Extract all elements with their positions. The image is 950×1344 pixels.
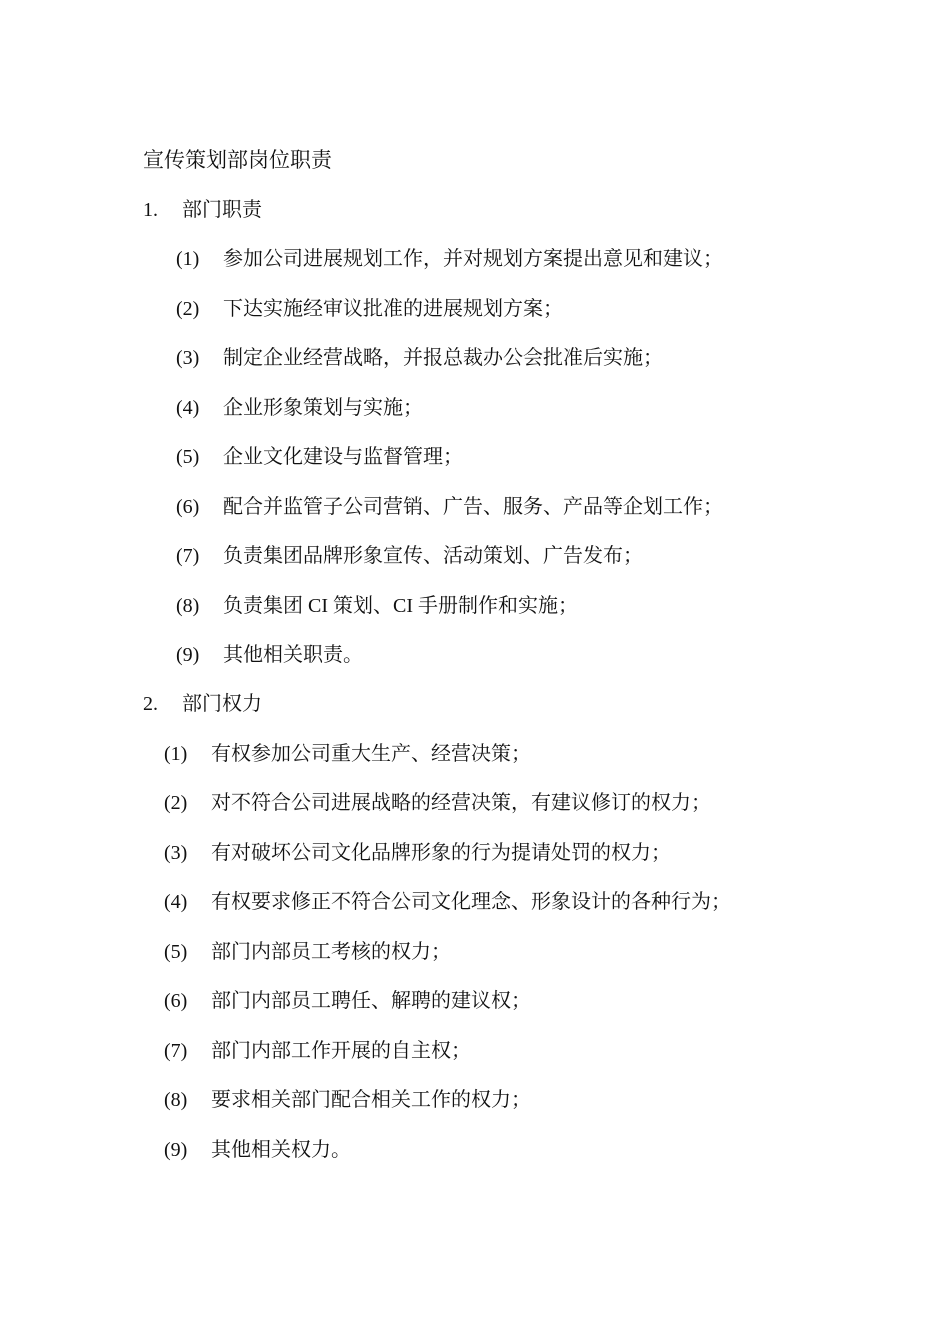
section-heading — [143, 195, 262, 225]
list-item — [164, 986, 531, 1016]
item-index: (1) — [176, 248, 200, 270]
item-text: 部门内部员工聘任、解聘的建议权； — [211, 990, 531, 1012]
section-number: 2. — [143, 693, 158, 715]
list-item — [164, 887, 731, 917]
item-index: (8) — [176, 595, 200, 617]
list-item — [176, 393, 423, 423]
section-title: 部门职责 — [182, 199, 262, 221]
item-index: (9) — [164, 1139, 188, 1161]
item-text: 制定企业经营战略，并报总裁办公会批准后实施； — [223, 347, 663, 369]
item-text: 企业形象策划与实施； — [223, 397, 423, 419]
item-index: (2) — [176, 298, 200, 320]
item-text: 参加公司进展规划工作，并对规划方案提出意见和建议； — [223, 248, 723, 270]
item-index: (4) — [164, 891, 188, 913]
item-text: 负责集团品牌形象宣传、活动策划、广告发布； — [223, 545, 643, 567]
item-text: 配合并监管子公司营销、广告、服务、产品等企划工作； — [223, 496, 723, 518]
item-index: (6) — [164, 990, 188, 1012]
item-index: (6) — [176, 496, 200, 518]
list-item — [176, 343, 663, 373]
list-item — [176, 591, 578, 621]
item-index: (5) — [176, 446, 200, 468]
item-text: 部门内部工作开展的自主权； — [211, 1040, 471, 1062]
item-index: (8) — [164, 1089, 188, 1111]
list-item — [176, 640, 363, 670]
item-index: (7) — [176, 545, 200, 567]
section-title: 部门权力 — [182, 693, 262, 715]
list-item — [176, 492, 723, 522]
item-text: 企业文化建设与监督管理； — [223, 446, 463, 468]
list-item — [164, 739, 531, 769]
item-index: (2) — [164, 792, 188, 814]
item-text: 有权参加公司重大生产、经营决策； — [211, 743, 531, 765]
item-index: (7) — [164, 1040, 188, 1062]
list-item — [164, 937, 451, 967]
list-item — [164, 1135, 351, 1165]
item-index: (1) — [164, 743, 188, 765]
item-index: (4) — [176, 397, 200, 419]
item-index: (5) — [164, 941, 188, 963]
list-item — [164, 788, 711, 818]
section-heading — [143, 689, 262, 719]
list-item — [176, 541, 643, 571]
item-text: 负责集团 CI 策划、CI 手册制作和实施； — [223, 595, 578, 617]
list-item — [164, 838, 671, 868]
item-index: (3) — [176, 347, 200, 369]
list-item — [164, 1085, 531, 1115]
item-text: 其他相关职责。 — [223, 644, 363, 666]
item-text: 有权要求修正不符合公司文化理念、形象设计的各种行为； — [211, 891, 731, 913]
list-item — [176, 442, 463, 472]
item-text: 其他相关权力。 — [211, 1139, 351, 1161]
list-item — [176, 294, 563, 324]
item-text: 部门内部员工考核的权力； — [211, 941, 451, 963]
section-number: 1. — [143, 199, 158, 221]
list-item — [176, 244, 723, 274]
list-item — [164, 1036, 471, 1066]
item-text: 下达实施经审议批准的进展规划方案； — [223, 298, 563, 320]
item-text: 要求相关部门配合相关工作的权力； — [211, 1089, 531, 1111]
item-text: 对不符合公司进展战略的经营决策，有建议修订的权力； — [211, 792, 711, 814]
item-index: (9) — [176, 644, 200, 666]
item-text: 有对破坏公司文化品牌形象的行为提请处罚的权力； — [211, 842, 671, 864]
item-index: (3) — [164, 842, 188, 864]
document-title: 宣传策划部岗位职责 — [143, 148, 332, 172]
